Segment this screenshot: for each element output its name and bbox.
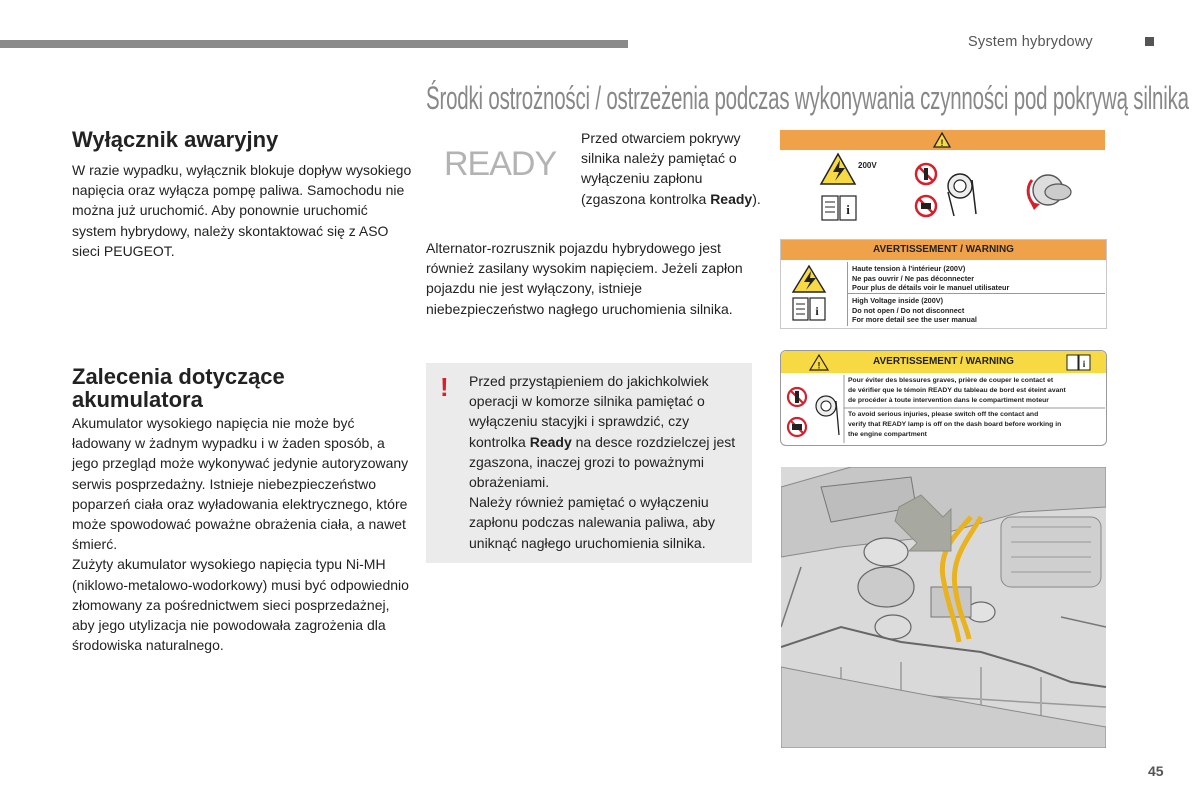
label3-line: verify that READY lamp is off on the dash board before working in [848, 421, 1062, 428]
label3-line: To avoid serious injuries, please switch off the contact and [848, 411, 1039, 418]
warning-triangle-icon [810, 355, 828, 371]
battery-heading: Zalecenia dotyczące akumulatora [72, 364, 285, 412]
label-pictograms [780, 150, 1105, 226]
high-voltage-icon [793, 266, 825, 292]
engine-compartment-illustration [781, 467, 1106, 748]
warning-text-part1: Przed przystąpieniem do jakichkolwiek operacji w komorze silnika pamiętać o wyłączeniu stacyjki i sprawdzić, czy kontrolka [469, 373, 709, 450]
svg-text:!: ! [817, 360, 821, 371]
ready-text-bold: Ready [710, 190, 753, 207]
label2-line: Haute tension à l'intérieur (200V) [852, 264, 966, 273]
manual-book-icon [1067, 355, 1090, 370]
label3-line: the engine compartment [848, 431, 927, 438]
emergency-switch-text: W razie wypadku, wyłącznik blokuje dopływ wysokiego napięcia oraz wyłącza pompę paliwa. Samochodu nie można już uruchomić. Aby ponownie uruchomić system hybrydowy, należy skontaktować się z ASO sieci PEUGEOT. [72, 162, 412, 259]
label2-line: High Voltage inside (200V) [852, 296, 944, 305]
label3-line: de procéder à toute intervention dans le compartiment moteur [848, 397, 1049, 404]
no-open-icon [788, 388, 806, 406]
svg-text:i: i [815, 304, 819, 318]
warning-text-bold: Ready [529, 433, 572, 450]
belt-pulley-icon [816, 396, 839, 435]
label2-line: For more detail see the user manual [852, 315, 977, 324]
battery-text: Akumulator wysokiego napięcia nie może być ładowany w żadnym wypadku i w żaden sposób, a jego przegląd może wykonywać jedynie autoryzowany serwis posprzedażny. Istnieje niebezpieczeństwo poparzeń ciała oraz wyładowania elektrycznego, które może spowodować poważne obrażenia ciała, a nawet śmierć. Zużyty akumulator wysokiego napięcia typu Ni-MH (niklowo-metalowo-wodorkowy) musi być odpowiednio złomowany za pośrednictwem sieci posprzedażnej, aby jego utylizacja nie powodowała zagrożenia dla środowiska naturalnego. [72, 415, 409, 654]
no-open-icon [916, 164, 936, 184]
svg-text:i: i [1082, 359, 1086, 369]
svg-text:i: i [846, 202, 850, 217]
high-voltage-warning-label [780, 239, 1107, 329]
label2-line: Ne pas ouvrir / Ne pas déconnecter [852, 273, 975, 283]
divider [847, 293, 1105, 294]
warning-icon: ! [440, 372, 449, 402]
divider [847, 262, 848, 326]
manual-book-icon [822, 196, 856, 220]
alternator-text: Alternator-rozrusznik pojazdu hybrydowego jest również zasilany wysokim napięciem. Jeżeli zapłon pojazdu nie jest wyłączony, istnieje niebezpieczeństwo nagłego uruchomienia silnika. [426, 240, 743, 317]
high-voltage-pictogram-label [780, 130, 1105, 226]
no-disconnect-icon [788, 418, 806, 436]
warning-text-part2: na desce rozdzielczej jest zgaszona, inaczej grozi to poważnymi obrażeniami. [469, 433, 736, 491]
warning-text-part3: Należy również pamiętać o wyłączeniu zapłonu podczas nalewania paliwa, aby uniknąć nagłego uruchomienia silnika. [469, 494, 715, 551]
label2-line: Pour plus de détails voir le manuel utilisateur [852, 283, 1010, 292]
label-icons [787, 264, 845, 324]
warning-text [469, 371, 749, 553]
ready-text-before: Przed otwarciem pokrywy silnika należy pamiętać o wyłączeniu zapłonu (zgaszona kontrolka [581, 130, 741, 207]
ready-warning-label [780, 350, 1107, 446]
label3-line: Pour éviter des blessures graves, prière de couper le contact et [848, 377, 1054, 384]
rotating-part-icon [1028, 175, 1071, 210]
label-header-bar [780, 130, 1105, 150]
section-marker [1145, 37, 1154, 46]
label2-line: Do not open / Do not disconnect [852, 305, 965, 315]
manual-book-icon [793, 298, 825, 320]
label-title: AVERTISSEMENT / WARNING [781, 240, 1106, 260]
ready-indicator: READY [444, 145, 557, 183]
page-title: Środki ostrożności / ostrzeżenia podczas wykonywania czynności pod pokrywą silnika [426, 80, 1189, 116]
section-title: System hybrydowy [968, 34, 1093, 50]
ready-text-after: ). [752, 190, 761, 207]
emergency-switch-heading: Wyłącznik awaryjny [72, 127, 279, 152]
voltage-label: 200V [858, 161, 877, 170]
svg-text:!: ! [940, 138, 944, 148]
engine-drawing [781, 467, 1106, 748]
label-title: AVERTISSEMENT / WARNING [781, 351, 1106, 373]
page-number: 45 [1148, 763, 1164, 779]
belt-pulley-icon [948, 174, 976, 216]
high-voltage-icon [821, 154, 855, 184]
warning-triangle-icon [780, 130, 1105, 150]
no-disconnect-icon [916, 196, 936, 216]
label3-line: de vérifier que le témoin READY du tableau de bord est éteint avant [848, 387, 1066, 394]
header-bar [0, 40, 628, 48]
ready-text [581, 128, 761, 209]
